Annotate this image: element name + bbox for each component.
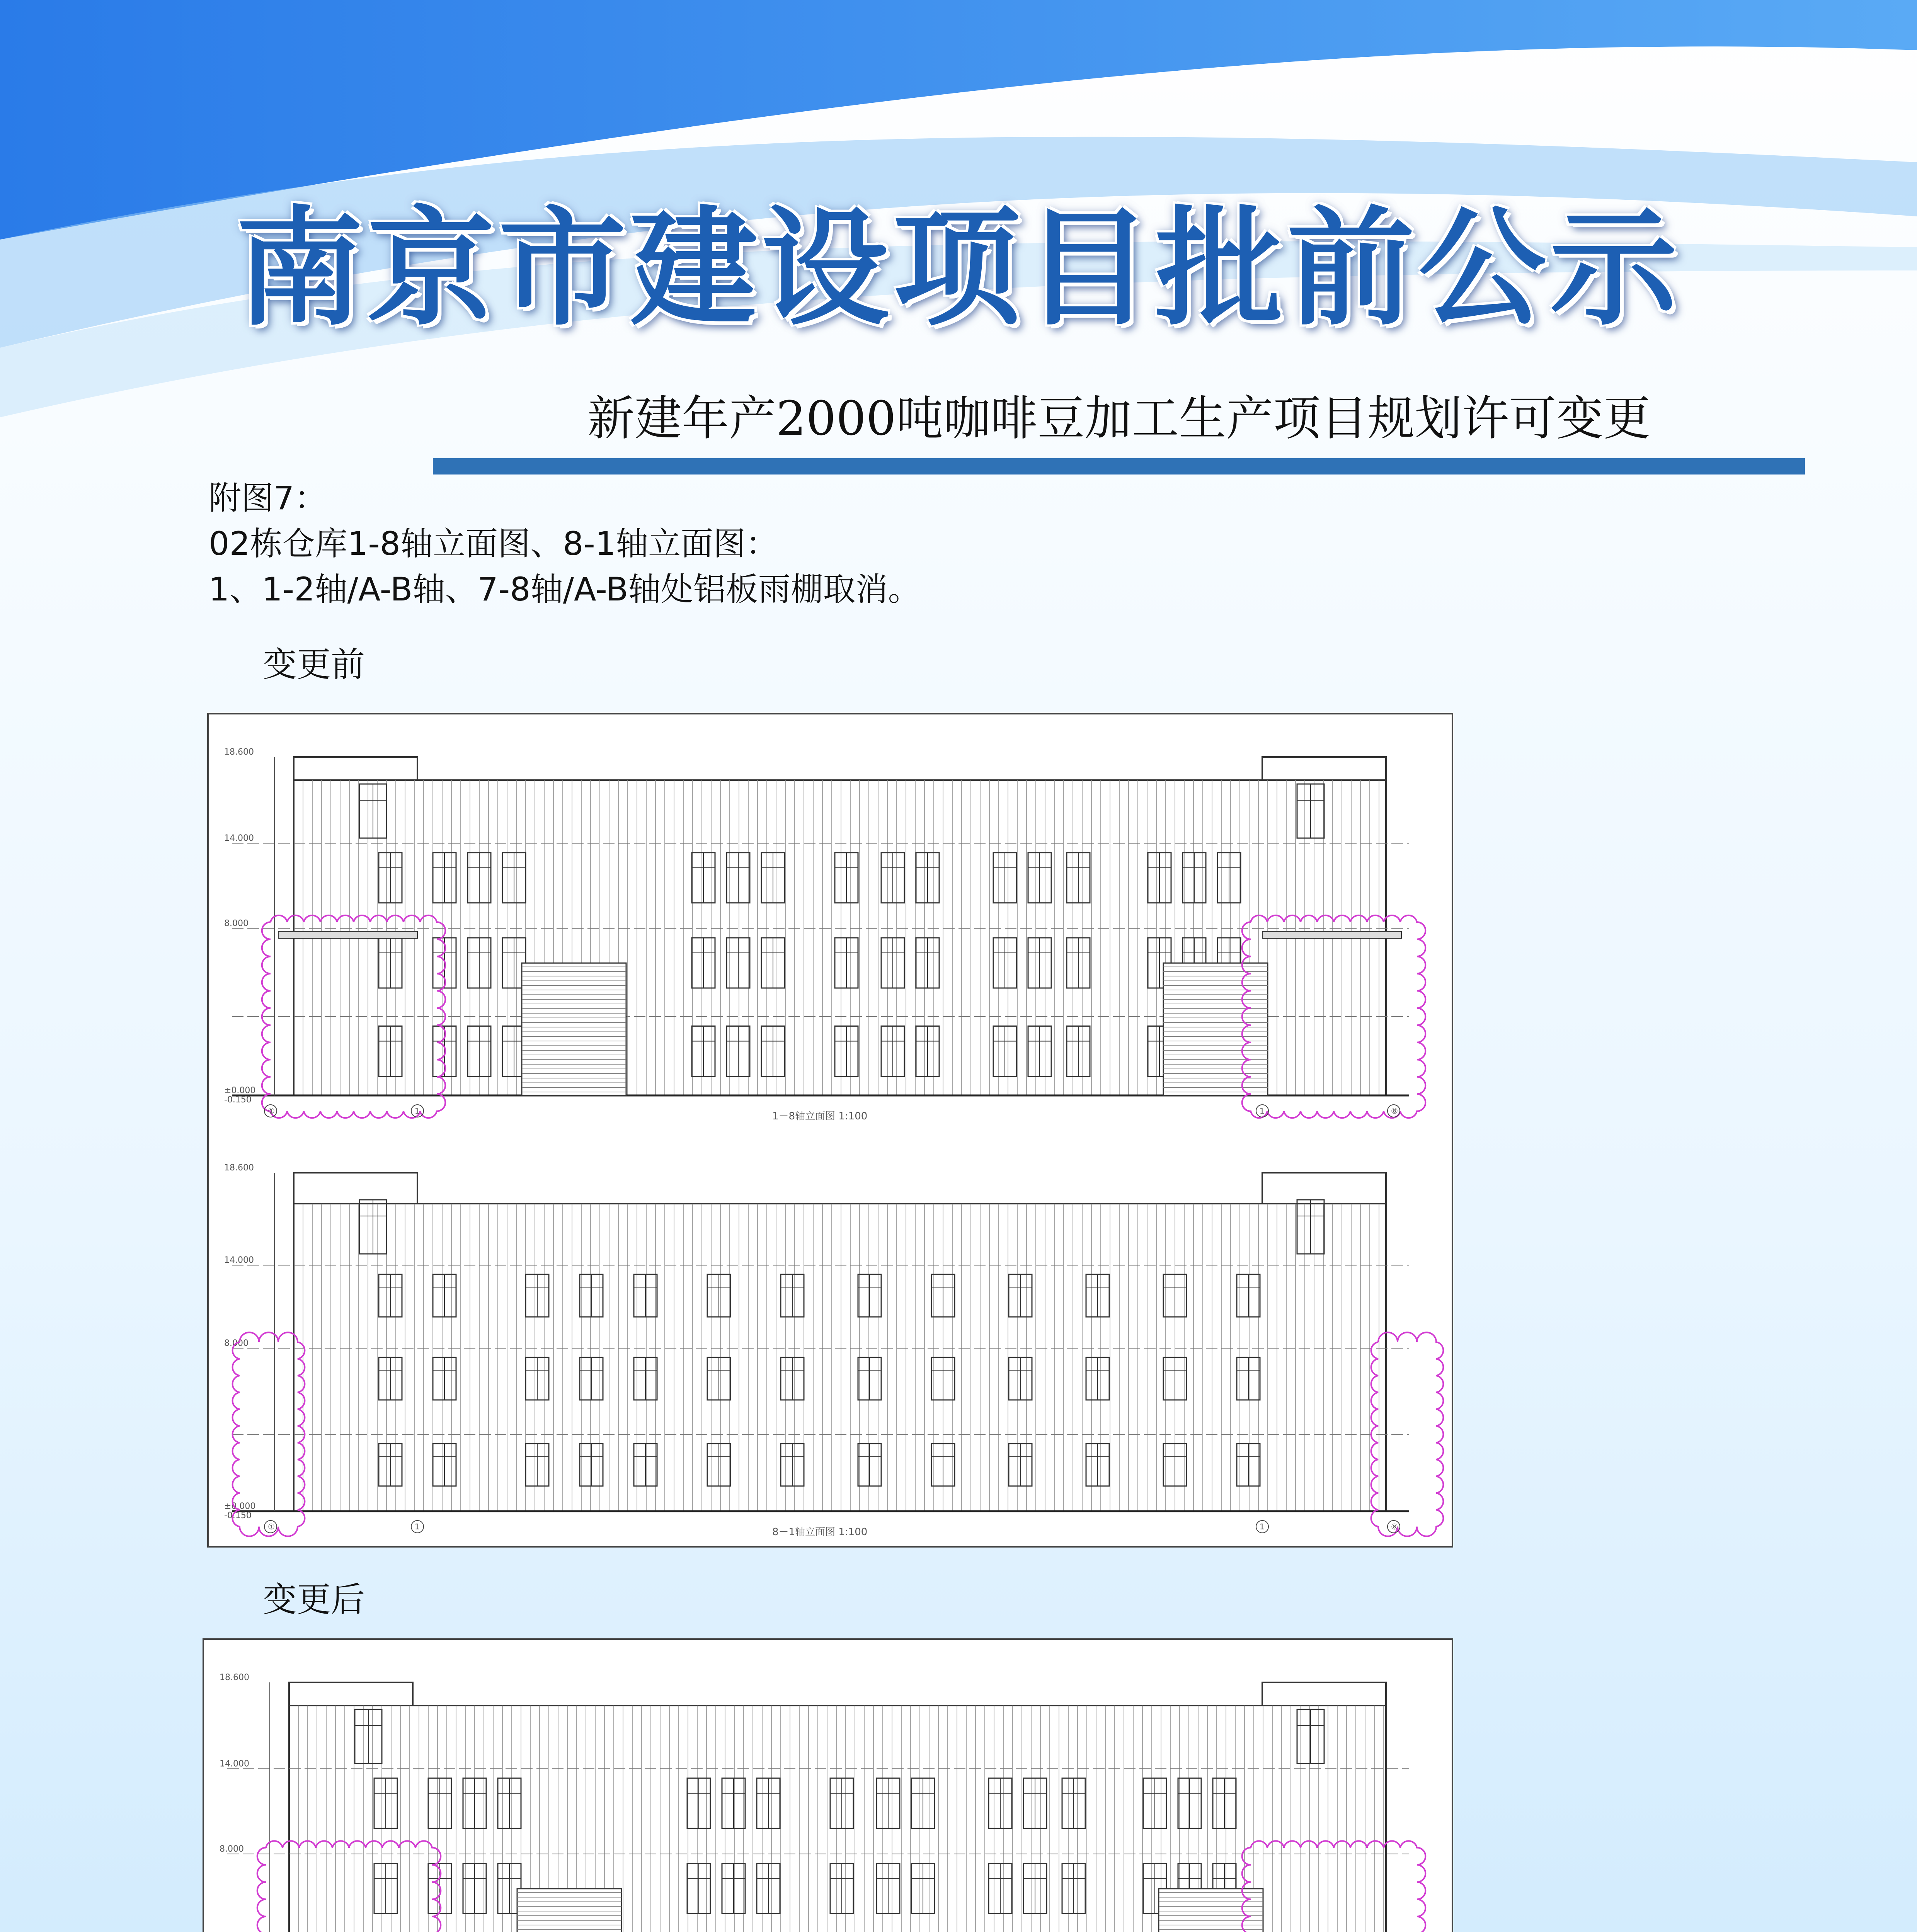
rolling-door	[1163, 963, 1268, 1095]
elevation-title: 1－8轴立面图 1:100	[772, 1111, 868, 1122]
elevation-drawing-after	[204, 1640, 1452, 1932]
level-tag: 18.600	[224, 1163, 254, 1173]
elevation-1-8	[224, 747, 1425, 1122]
stair-tower-right	[1262, 757, 1386, 780]
drawing-after-change	[203, 1638, 1453, 1932]
level-tag: 8.000	[224, 1338, 249, 1349]
level-tag: 14.000	[220, 1759, 249, 1769]
stair-tower-left	[289, 1682, 413, 1706]
axis-mark: 1	[415, 1106, 420, 1116]
axis-mark: ⑧	[1391, 1522, 1398, 1531]
level-tag: -0.150	[224, 1095, 252, 1105]
rolling-door	[522, 963, 626, 1095]
elevation-drawing-before	[209, 714, 1452, 1546]
aluminum-canopy	[1262, 932, 1401, 939]
level-tag: ±0.000	[224, 1502, 256, 1511]
level-tag: 8.000	[224, 918, 249, 929]
stair-tower-left	[294, 1173, 417, 1204]
level-tag: 18.600	[220, 1673, 249, 1682]
level-tag: 14.000	[224, 1255, 254, 1265]
level-tag: 14.000	[224, 833, 254, 844]
stair-tower-left	[294, 757, 417, 780]
project-subtitle: 新建年产2000吨咖啡豆加工生产项目规划许可变更	[587, 391, 1651, 446]
rolling-door	[517, 1889, 621, 1932]
level-tag: ±0.000	[224, 1086, 256, 1095]
drawing-before-change	[207, 713, 1453, 1548]
caption-change-note: 1、1-2轴/A-B轴、7-8轴/A-B轴处铝板雨棚取消。	[209, 570, 921, 608]
level-tag: 18.600	[224, 747, 254, 757]
facade-outline	[294, 1204, 1386, 1511]
level-tag: -0.150	[224, 1511, 252, 1520]
stair-tower-right	[1262, 1682, 1386, 1706]
revision-cloud	[257, 1841, 441, 1932]
elevation-8-1	[224, 1163, 1443, 1538]
revision-cloud	[1242, 1841, 1426, 1932]
page-title: 南京市建设项目批前公示	[236, 193, 1681, 343]
aluminum-canopy	[278, 932, 417, 939]
stair-tower-right	[1262, 1173, 1386, 1204]
elevation-1-8	[220, 1673, 1425, 1932]
axis-mark: 1	[1260, 1106, 1265, 1116]
axis-mark: ⑧	[1391, 1106, 1398, 1116]
section-label-after: 变更后	[263, 1580, 365, 1619]
caption-description: 02栋仓库1-8轴立面图、8-1轴立面图：	[209, 525, 778, 563]
subtitle-divider	[433, 458, 1805, 474]
elevation-title: 8－1轴立面图 1:100	[772, 1526, 868, 1538]
axis-mark: ①	[268, 1106, 275, 1116]
rolling-door	[1159, 1889, 1263, 1932]
level-tag: 8.000	[220, 1844, 244, 1854]
axis-mark: ①	[268, 1522, 275, 1531]
caption-attachment: 附图7：	[209, 479, 327, 517]
section-label-before: 变更前	[263, 645, 365, 684]
axis-mark: 1	[1260, 1522, 1265, 1531]
axis-mark: 1	[415, 1522, 420, 1531]
